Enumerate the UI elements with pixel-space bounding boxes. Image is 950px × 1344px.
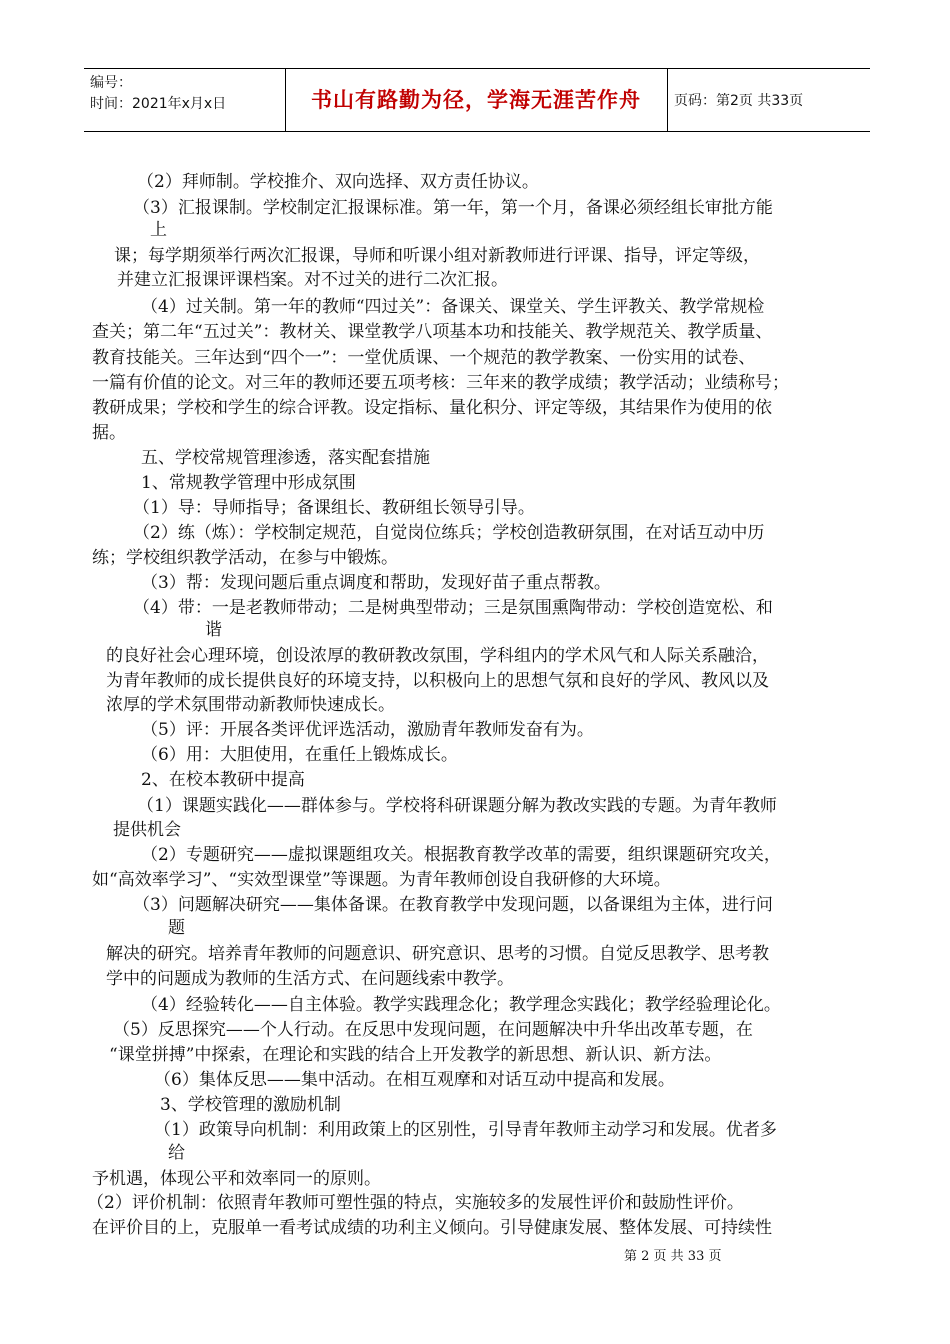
body-line: （6）用：大胆使用，在重任上锻炼成长。 [141,745,458,765]
page-header [84,68,870,132]
body-line: （2）练（炼）：学校制定规范，自觉岗位练兵；学校创造教研氛围，在对话互动中历 [133,523,765,543]
body-line: 解决的研究。培养青年教师的问题意识、研究意识、思考的习惯。自觉反思教学、思考教 [106,944,769,964]
page-footer: 第 2 页 共 33 页 [624,1249,722,1264]
body-line: 据。 [92,423,126,443]
body-line: （3）帮：发现问题后重点调度和帮助，发现好苗子重点帮教。 [141,573,611,593]
section-heading: 五、学校常规管理渗透，落实配套措施 [141,448,430,468]
body-line: 予机遇，体现公平和效率同一的原则。 [92,1169,381,1189]
body-line: （6）集体反思——集中活动。在相互观摩和对话互动中提高和发展。 [154,1070,675,1090]
body-line: 为青年教师的成长提供良好的环境支持，以积极向上的思想气氛和良好的学风、教风以及 [106,671,769,691]
body-line: 题 [168,918,185,938]
body-line: 在评价目的上，克服单一看考试成绩的功利主义倾向。引导健康发展、整体发展、可持续性 [92,1218,772,1238]
header-page-info: 页码：第2页 共33页 [674,93,804,109]
subsection-heading: 2、在校本教研中提高 [141,770,305,790]
header-meta [90,73,226,115]
body-line: （1）课题实践化——群体参与。学校将科研课题分解为教改实践的专题。为青年教师 [137,796,777,816]
body-line: 如“高效率学习”、“实效型课堂”等课题。为青年教师创设自我研修的大环境。 [92,870,671,890]
body-line: （4）过关制。第一年的教师“四过关”：备课关、课堂关、学生评教关、教学常规检 [141,297,765,317]
body-line: 教研成果；学校和学生的综合评教。设定指标、量化积分、评定等级，其结果作为使用的依 [92,398,772,418]
body-line: 查关；第二年“五过关”：教材关、课堂教学八项基本功和技能关、教学规范关、教学质量、 [92,322,773,342]
body-line: 浓厚的学术氛围带动新教师快速成长。 [106,695,395,715]
body-line: 谐 [205,620,222,640]
header-time-label: 时间：2021年x月x日 [90,96,227,112]
body-line: 上 [150,220,167,240]
body-line: 教育技能关。三年达到“四个一”：一堂优质课、一个规范的教学教案、一份实用的试卷、 [92,348,756,368]
body-line: 给 [168,1143,185,1163]
body-line: 一篇有价值的论文。对三年的教师还要五项考核：三年来的教学成绩；教学活动；业绩称号； [92,373,789,393]
body-line: （1）导：导师指导；备课组长、教研组长领导引导。 [133,498,535,518]
body-line: 的良好社会心理环境，创设浓厚的教研教改氛围，学科组内的学术风气和人际关系融洽， [106,646,769,666]
header-number-label: 编号： [90,75,132,91]
body-line: （2）拜师制。学校推介、双向选择、双方责任协议。 [137,172,539,192]
body-line: 并建立汇报课评课档案。对不过关的进行二次汇报。 [117,270,508,290]
body-line: （2）评价机制：依照青年教师可塑性强的特点，实施较多的发展性评价和鼓励性评价。 [87,1193,744,1213]
body-line: （4）经验转化——自主体验。教学实践理念化；教学理念实践化；教学经验理论化。 [141,995,781,1015]
body-line: （1）政策导向机制：利用政策上的区别性，引导青年教师主动学习和发展。优者多 [154,1120,777,1140]
body-line: 学中的问题成为教师的生活方式、在问题线索中教学。 [106,969,514,989]
body-line: （3）汇报课制。学校制定汇报课标准。第一年，第一个月，备课必须经组长审批方能 [133,198,773,218]
body-line: （3）问题解决研究——集体备课。在教育教学中发现问题，以备课组为主体，进行问 [133,895,773,915]
body-line: （2）专题研究——虚拟课题组攻关。根据教育教学改革的需要，组织课题研究攻关， [141,845,781,865]
header-divider-right [667,69,668,131]
body-line: （5）评：开展各类评优评选活动，激励青年教师发奋有为。 [141,720,594,740]
body-line: （5）反思探究——个人行动。在反思中发现问题，在问题解决中升华出改革专题，在 [113,1020,753,1040]
body-line: （4）带：一是老教师带动；二是树典型带动；三是氛围熏陶带动：学校创造宽松、和 [133,598,773,618]
body-line: “课堂拼搏”中探索，在理论和实践的结合上开发教学的新思想、新认识、新方法。 [109,1045,722,1065]
body-line: 提供机会 [113,820,181,840]
body-line: 课；每学期须举行两次汇报课，导师和听课小组对新教师进行评课、指导，评定等级， [114,246,760,266]
body-line: 练；学校组织教学活动，在参与中锻炼。 [92,548,398,568]
header-motto: 书山有路勤为径，学海无涯苦作舟 [311,88,641,112]
subsection-heading: 1、常规教学管理中形成氛围 [141,473,356,493]
subsection-heading: 3、学校管理的激励机制 [160,1095,341,1115]
